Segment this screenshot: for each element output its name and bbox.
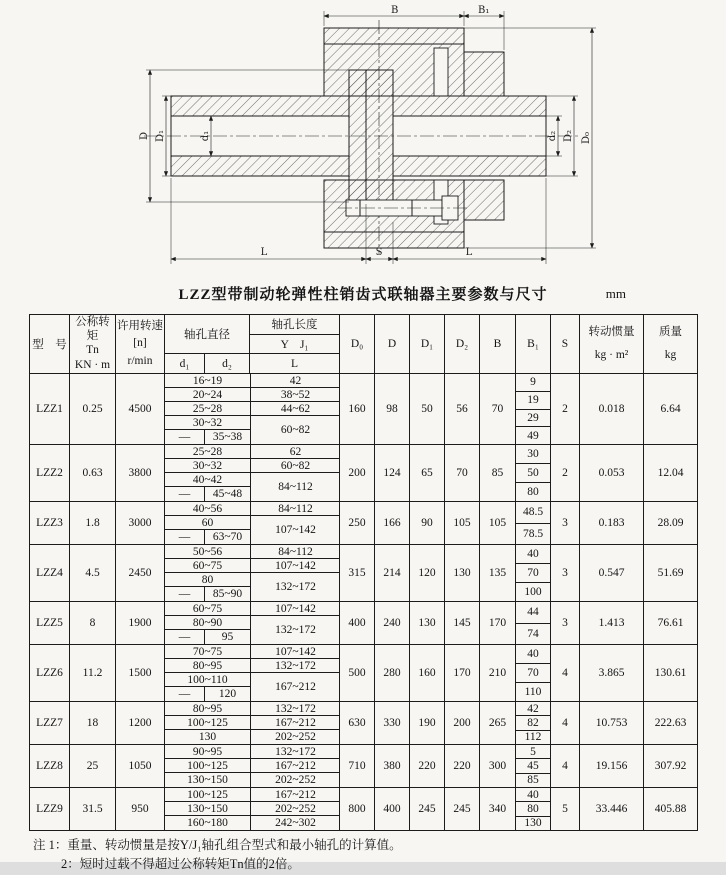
- cell-inertia: 19.156: [580, 745, 644, 787]
- header-d2: d₂: [222, 357, 232, 370]
- cell-bore-range: 130~150: [165, 802, 250, 816]
- cell-D2: 170: [445, 645, 480, 701]
- dim-label-B1: B₁: [478, 5, 490, 16]
- cell-D0: 400: [340, 602, 375, 644]
- cell-bore-range: 70~75: [165, 645, 250, 659]
- cell-D2: 220: [445, 745, 480, 787]
- cell-length: 107~142: [250, 645, 340, 659]
- cell-inertia: 10.753: [580, 702, 644, 744]
- cell-bore-range: 80~95: [165, 702, 250, 716]
- header-torque-line2: Tn: [86, 344, 99, 356]
- cell-B1: 70: [516, 564, 550, 583]
- header-B: B: [480, 315, 516, 373]
- parameters-table: [29, 314, 698, 831]
- cell-B: 105: [480, 502, 516, 544]
- table-row-LZZ9: [30, 788, 697, 830]
- cell-torque: 25: [70, 745, 116, 787]
- cell-D0: 500: [340, 645, 375, 701]
- cell-B: 265: [480, 702, 516, 744]
- cell-S: 3: [551, 502, 580, 544]
- cell-bore-d2: 45~48: [212, 488, 243, 500]
- dim-label-L-left: L: [260, 247, 268, 258]
- header-B1: B₁: [516, 315, 551, 373]
- table-row-LZZ1: [30, 374, 697, 445]
- cell-B1: 74: [527, 627, 539, 640]
- cell-D0: 800: [340, 788, 375, 830]
- header-inertia-line2: kg · m²: [594, 349, 629, 362]
- cell-bore-range: 100~125: [165, 788, 250, 802]
- cell-bore-d1: —: [165, 430, 205, 444]
- cell-length: 167~212: [250, 788, 340, 802]
- cell-D: 124: [375, 445, 410, 501]
- dim-label-D1: D₁: [155, 129, 166, 143]
- cell-D2: 105: [445, 502, 480, 544]
- brake-wheel-slot-top: [434, 48, 448, 96]
- dim-label-d1: d₁: [200, 130, 211, 142]
- cell-bore-range: 60: [165, 516, 250, 530]
- cell-bore-d2: 35~38: [212, 431, 243, 443]
- table-row-LZZ2: [30, 445, 697, 502]
- cell-bore-d2: 63~70: [212, 531, 243, 543]
- cell-model: LZZ5: [30, 602, 70, 644]
- cell-B1: 5: [516, 745, 550, 759]
- header-speed-line2: [n]: [133, 337, 147, 350]
- cell-bore-range: 60~75: [165, 602, 250, 616]
- cell-length: 44~62: [250, 402, 340, 416]
- b1-column: [516, 374, 551, 444]
- bore-length-grid: [165, 602, 340, 644]
- cell-D2: 200: [445, 702, 480, 744]
- cell-length: 42: [250, 374, 340, 388]
- technical-drawing: [116, 0, 726, 277]
- cell-mass: 6.64: [660, 403, 681, 415]
- cell-S: 4: [551, 745, 580, 787]
- table-body: [30, 374, 697, 830]
- left-hub-lower: [171, 156, 349, 176]
- cell-bore-d1: —: [165, 587, 205, 601]
- cell-speed: 1900: [116, 602, 165, 644]
- cell-B: 210: [480, 645, 516, 701]
- header-torque-line3: KN · m: [74, 358, 111, 371]
- cell-B1: 29: [516, 410, 550, 428]
- header-torque: [70, 315, 116, 373]
- header-bore-length-label: 轴孔长度: [250, 315, 339, 335]
- right-step-top: [464, 52, 504, 96]
- cell-D: 400: [375, 788, 410, 830]
- cell-length: 132~172: [250, 659, 340, 673]
- right-step-bottom: [464, 180, 504, 220]
- cell-bore-range: 100~125: [165, 716, 250, 730]
- header-D: D: [375, 315, 410, 373]
- cell-mass: 28.09: [657, 517, 684, 529]
- b1-column: [516, 445, 551, 501]
- cell-mass: 76.61: [657, 617, 684, 629]
- note-1: 注 1：重量、转动惯量是按Y/J₁轴孔组合型式和最小轴孔的计算值。: [33, 838, 402, 852]
- b1-column: [516, 502, 551, 544]
- cell-B1: 30: [516, 445, 550, 464]
- cell-B1: 85: [527, 774, 539, 787]
- cell-length: 132~172: [250, 702, 340, 716]
- cell-D1: 90: [410, 502, 445, 544]
- cell-bore-range: 20~24: [165, 388, 250, 402]
- cell-torque: 0.63: [70, 445, 116, 501]
- cell-torque: 18: [70, 702, 116, 744]
- header-speed-line3: r/min: [127, 355, 153, 368]
- cell-length: 202~252: [250, 730, 340, 744]
- header-speed: [116, 315, 165, 373]
- cell-B: 85: [480, 445, 516, 501]
- cell-B1: 100: [524, 586, 542, 598]
- cell-length: 167~212: [250, 673, 340, 701]
- cell-D: 380: [375, 745, 410, 787]
- cell-B1: 70: [516, 664, 550, 683]
- dim-label-d2: d₂: [547, 130, 558, 142]
- header-yj1: Y J₁: [250, 335, 339, 355]
- cell-mass: 51.69: [657, 567, 684, 579]
- header-bore-diameter-label: 轴孔直径: [165, 315, 249, 354]
- cell-mass: 307.92: [654, 760, 687, 772]
- cell-D: 240: [375, 602, 410, 644]
- cell-D: 98: [375, 374, 410, 444]
- cell-bore-range: 80~95: [165, 659, 250, 673]
- cell-D1: 65: [410, 445, 445, 501]
- cell-speed: 4500: [116, 374, 165, 444]
- header-bore-diameter-split: [165, 354, 249, 373]
- cell-bore-range: 90~95: [165, 745, 250, 759]
- cell-bore-range: 80: [165, 573, 250, 587]
- cell-length: 60~82: [250, 459, 340, 473]
- header-d1: d₁: [165, 354, 205, 373]
- cell-D2: 56: [445, 374, 480, 444]
- dim-label-D2: D₂: [563, 129, 574, 143]
- cell-bore-d2: 85~90: [212, 588, 243, 600]
- right-hub-upper: [393, 96, 546, 116]
- table-row-LZZ8: [30, 745, 697, 788]
- cell-length: 202~252: [250, 802, 340, 816]
- cell-D: 166: [375, 502, 410, 544]
- note-2: 2：短时过载不得超过公称转矩Tn值的2倍。: [61, 857, 300, 872]
- cell-D2: 70: [445, 445, 480, 501]
- header-L: L: [290, 357, 299, 370]
- cell-D: 214: [375, 545, 410, 601]
- cell-B1: 19: [516, 392, 550, 410]
- cell-model: LZZ2: [30, 445, 70, 501]
- cell-bore-range: 25~28: [165, 402, 250, 416]
- coupling-cross-section-drawing: [116, 4, 606, 272]
- cell-B1: 40: [516, 645, 550, 664]
- cell-D0: 160: [340, 374, 375, 444]
- cell-B1: 40: [516, 788, 550, 802]
- page-title: LZZ型带制动轮弹性柱销齿式联轴器主要参数与尺寸: [178, 287, 548, 303]
- b1-column: [516, 602, 551, 644]
- cell-B1: 82: [516, 716, 550, 730]
- cell-speed: 3800: [116, 445, 165, 501]
- cell-inertia: 0.183: [580, 502, 644, 544]
- left-flange: [349, 70, 366, 202]
- b1-column: [516, 788, 551, 830]
- cell-bore-range: 80~90: [165, 616, 250, 630]
- cell-bore-range: 100~125: [165, 759, 250, 773]
- cell-length: 38~52: [250, 388, 340, 402]
- cell-bore-range: 50~56: [165, 545, 250, 559]
- table-header: [30, 315, 697, 374]
- cell-speed: 950: [116, 788, 165, 830]
- cell-D0: 200: [340, 445, 375, 501]
- cell-B1: 9: [516, 374, 550, 392]
- cell-B1: 42: [516, 702, 550, 716]
- header-mass-line1: 质量: [659, 325, 682, 338]
- cell-B1: 80: [527, 486, 539, 498]
- table-row-LZZ5: [30, 602, 697, 645]
- cell-bore-d1: —: [165, 630, 205, 644]
- b1-column: [516, 745, 551, 787]
- dim-label-D0: D₀: [581, 131, 592, 145]
- bore-length-grid: [165, 788, 340, 830]
- cell-D1: 190: [410, 702, 445, 744]
- b1-column: [516, 645, 551, 701]
- header-inertia: [580, 315, 644, 373]
- cell-inertia: 0.053: [580, 445, 644, 501]
- cell-inertia: 1.413: [580, 602, 644, 644]
- cell-B1: 44: [516, 602, 550, 624]
- bore-length-grid: [165, 445, 340, 501]
- cell-torque: 31.5: [70, 788, 116, 830]
- cell-torque: 11.2: [70, 645, 116, 701]
- cell-torque: 4.5: [70, 545, 116, 601]
- cell-S: 3: [551, 545, 580, 601]
- cell-mass: 12.04: [657, 467, 684, 479]
- bore-length-grid: [165, 374, 340, 444]
- cell-length: 62: [250, 445, 340, 459]
- cell-speed: 1500: [116, 645, 165, 701]
- left-hub-upper: [171, 96, 349, 116]
- bore-length-grid: [165, 702, 340, 744]
- cell-D1: 220: [410, 745, 445, 787]
- bore-length-grid: [165, 502, 340, 544]
- cell-inertia: 33.446: [580, 788, 644, 830]
- cell-model: LZZ9: [30, 788, 70, 830]
- cell-S: 5: [551, 788, 580, 830]
- cell-bore-range: 16~19: [165, 374, 250, 388]
- cell-S: 4: [551, 645, 580, 701]
- cell-B1: 110: [524, 686, 542, 698]
- cell-B1: 50: [516, 464, 550, 483]
- cell-S: 2: [551, 445, 580, 501]
- cell-speed: 1200: [116, 702, 165, 744]
- cell-B1: 130: [524, 817, 542, 830]
- b1-column: [516, 545, 551, 601]
- cell-mass: 130.61: [654, 667, 687, 679]
- header-D1: D₁: [410, 315, 445, 373]
- dim-label-L-right: L: [465, 247, 473, 258]
- table-row-LZZ6: [30, 645, 697, 702]
- cell-model: LZZ4: [30, 545, 70, 601]
- cell-S: 3: [551, 602, 580, 644]
- cell-length: 132~172: [250, 616, 340, 644]
- cell-B1: 45: [516, 759, 550, 773]
- table-row-LZZ4: [30, 545, 697, 602]
- cell-model: LZZ8: [30, 745, 70, 787]
- table-row-LZZ7: [30, 702, 697, 745]
- cell-inertia: 0.547: [580, 545, 644, 601]
- cell-length: 107~142: [250, 559, 340, 573]
- cell-bore-range: 130~150: [187, 774, 228, 786]
- cell-torque: 0.25: [70, 374, 116, 444]
- cell-length: 167~212: [250, 759, 340, 773]
- cell-bore-range: 30~32: [165, 459, 250, 473]
- cell-B: 70: [480, 374, 516, 444]
- cell-model: LZZ7: [30, 702, 70, 744]
- header-inertia-line1: 转动惯量: [588, 325, 635, 338]
- header-D0: D₀: [340, 315, 375, 373]
- cell-S: 2: [551, 374, 580, 444]
- dim-label-D: D: [139, 131, 150, 141]
- bore-length-grid: [165, 545, 340, 601]
- table-notes: [33, 836, 726, 875]
- table-row-LZZ3: [30, 502, 697, 545]
- cell-model: LZZ1: [30, 374, 70, 444]
- cell-S: 4: [551, 702, 580, 744]
- cell-bore-range: 60~75: [165, 559, 250, 573]
- title-bar: [0, 283, 726, 309]
- cell-D2: 145: [445, 602, 480, 644]
- header-bore-diameter: [165, 315, 250, 373]
- cell-D2: 245: [445, 788, 480, 830]
- cell-bore-d2: 95: [221, 631, 234, 643]
- cell-length: 84~112: [250, 545, 340, 559]
- b1-column: [516, 702, 551, 744]
- cell-B1: 112: [524, 731, 542, 744]
- cell-B: 170: [480, 602, 516, 644]
- header-mass: [644, 315, 697, 373]
- cell-model: LZZ3: [30, 502, 70, 544]
- header-mass-line2: kg: [664, 349, 677, 362]
- cell-length: 84~112: [250, 502, 340, 516]
- cell-bore-range: 40~42: [165, 473, 250, 487]
- cell-bore-range: 25~28: [165, 445, 250, 459]
- header-S: S: [551, 315, 580, 373]
- dim-label-S: S: [375, 247, 383, 258]
- cell-bore-d1: —: [165, 487, 205, 501]
- header-bore-length: [250, 315, 340, 373]
- cell-inertia: 0.018: [580, 374, 644, 444]
- cell-D: 330: [375, 702, 410, 744]
- cell-model: LZZ6: [30, 645, 70, 701]
- bore-length-grid: [165, 645, 340, 701]
- cell-D1: 130: [410, 602, 445, 644]
- cell-length: 242~302: [250, 816, 340, 830]
- cell-B1: 49: [527, 429, 539, 442]
- cell-length: 60~82: [250, 416, 340, 444]
- cell-D1: 245: [410, 788, 445, 830]
- cell-bore-range: 30~32: [165, 416, 250, 430]
- header-D2: D₂: [445, 315, 480, 373]
- cell-bore-range: 100~110: [165, 673, 250, 687]
- right-flange: [366, 70, 393, 202]
- cell-B1: 78.5: [522, 527, 544, 540]
- header-speed-line1: 许用转速: [117, 319, 163, 332]
- right-hub-lower: [393, 156, 546, 176]
- cell-B: 340: [480, 788, 516, 830]
- cell-speed: 3000: [116, 502, 165, 544]
- cell-length: 107~142: [250, 516, 340, 544]
- cell-B1: 48.5: [516, 502, 550, 524]
- unit-label: mm: [605, 286, 626, 301]
- cell-length: 107~142: [250, 602, 340, 616]
- cell-B: 135: [480, 545, 516, 601]
- cell-inertia: 3.865: [580, 645, 644, 701]
- cell-D0: 315: [340, 545, 375, 601]
- cell-length: 202~252: [250, 773, 340, 787]
- cell-length: 84~112: [250, 473, 340, 501]
- cell-B: 300: [480, 745, 516, 787]
- cell-bore-range: 130: [198, 731, 217, 743]
- cell-D2: 130: [445, 545, 480, 601]
- cell-bore-range: 160~180: [187, 817, 228, 829]
- header-torque-line1: 公称转矩: [75, 316, 110, 342]
- cell-torque: 1.8: [70, 502, 116, 544]
- header-model: 型 号: [30, 315, 70, 373]
- cell-bore-d1: —: [165, 687, 205, 701]
- cell-torque: 8: [70, 602, 116, 644]
- cell-D0: 250: [340, 502, 375, 544]
- cell-D: 280: [375, 645, 410, 701]
- cell-bore-range: 40~56: [165, 502, 250, 516]
- bore-length-grid: [165, 745, 340, 787]
- cell-D1: 50: [410, 374, 445, 444]
- cell-length: 132~172: [250, 573, 340, 601]
- cell-bore-d2: 120: [218, 688, 237, 700]
- cell-D0: 710: [340, 745, 375, 787]
- cell-D1: 120: [410, 545, 445, 601]
- cell-speed: 2450: [116, 545, 165, 601]
- cell-length: 167~212: [250, 716, 340, 730]
- cell-D1: 160: [410, 645, 445, 701]
- cell-D0: 630: [340, 702, 375, 744]
- cell-length: 132~172: [250, 745, 340, 759]
- cell-B1: 40: [516, 545, 550, 564]
- cell-speed: 1050: [116, 745, 165, 787]
- cell-mass: 222.63: [654, 717, 687, 729]
- cell-mass: 405.88: [654, 803, 687, 815]
- dim-label-B: B: [391, 5, 399, 16]
- cell-bore-d1: —: [165, 530, 205, 544]
- cell-B1: 80: [516, 802, 550, 816]
